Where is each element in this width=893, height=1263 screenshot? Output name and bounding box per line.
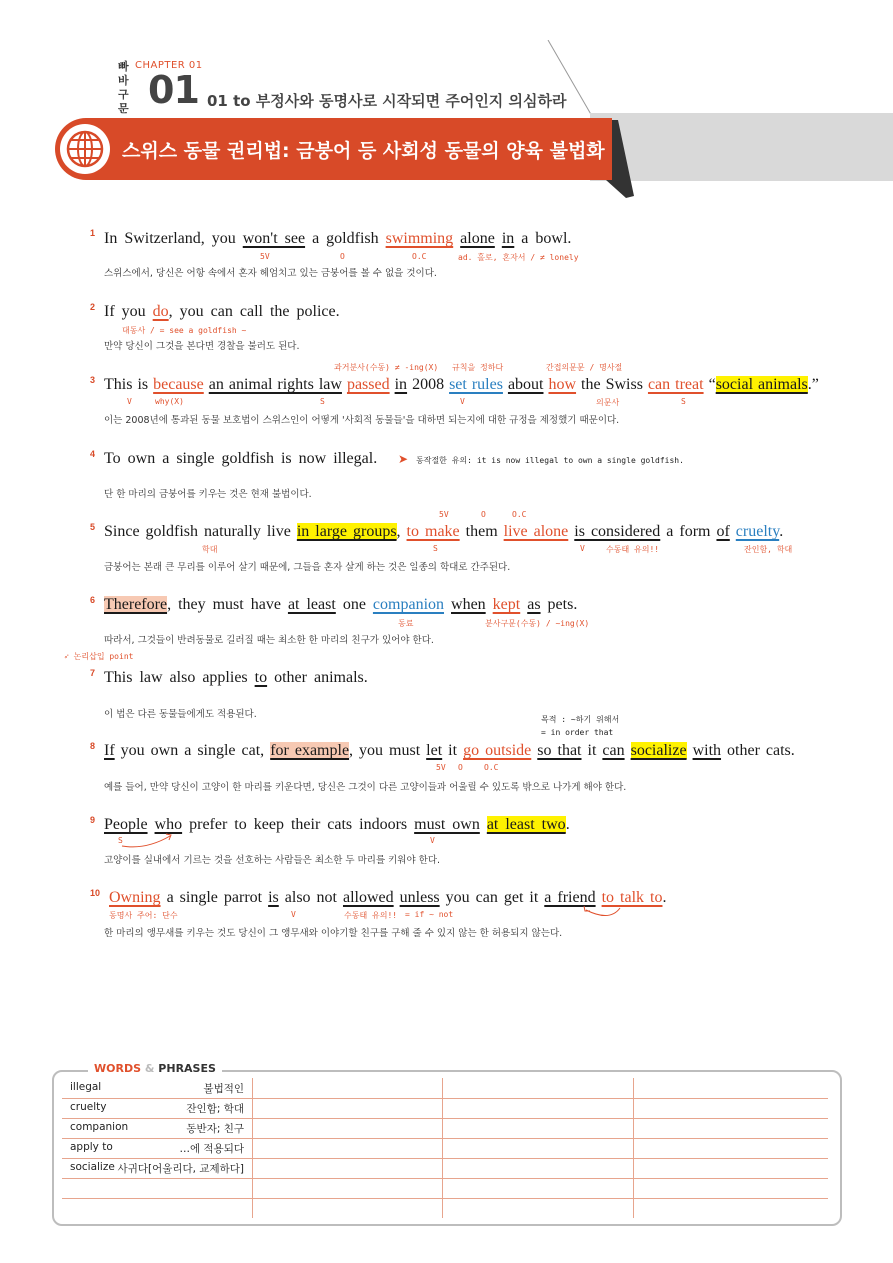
sentence-8 [104,742,795,760]
verb: let [426,742,443,759]
meaning: …에 적용되다 [179,1143,244,1155]
translation: 고양이를 실내에서 기르는 것을 선호하는 사람들은 최소한 두 마리를 키워야 한다. [104,855,441,866]
annotation: O [340,252,345,261]
conjunction: so that [537,742,582,759]
translation: 이는 2008년에 통과된 동물 보호법이 스위스인이 어떻게 '사회적 동물들'을 대하면 되는지에 대한 규정을 제정했기 때문이다. [104,415,620,426]
text: other cats. [721,742,795,759]
text [444,596,451,613]
participle: swimming [385,230,454,247]
words-phrases-title [88,1062,222,1075]
object: social animals [715,376,808,393]
text: “ [703,376,716,393]
preposition: about [507,376,544,393]
reference-arrow [580,904,630,922]
infinitive: to talk to [601,889,663,906]
side-label-char: 빠 [118,60,129,73]
side-label-char: 바 [118,74,129,87]
connector: for example [270,742,350,759]
sentence-number: 6 [90,595,96,605]
annotation: = in order that [541,728,614,737]
verb: set rules [449,376,503,393]
annotation: S [681,397,686,406]
subject: to make [406,523,460,540]
verb: won't see [242,230,306,247]
preposition: of [716,523,730,540]
translation: 만약 당신이 그것을 본다면 경찰을 불러도 된다. [104,341,300,352]
arrow-icon: ➤ [398,452,409,466]
word: cruelty [70,1101,107,1113]
column-divider [442,1078,443,1218]
annotation: 수동태 유의!! [344,911,398,920]
object-complement: live alone [503,523,569,540]
translation: 이 법은 다른 동물들에게도 적용된다. [104,709,257,720]
text: it [581,742,603,759]
word: socialize [70,1161,115,1173]
word-row [62,1138,828,1159]
side-label-char: 문 [118,102,129,115]
annotation: 과거분사(수동) ≠ -ing(X) [334,363,439,372]
conjunction: If [104,742,115,759]
column-divider [252,1078,253,1218]
text: Since goldfish naturally live [104,523,297,540]
annotation: why(X) [155,397,184,406]
phrase: at least [287,596,336,613]
annotation: 동작절한 유의: it is now illegal to own a single goldfish. [416,456,684,465]
title-part: WORDS [94,1062,142,1075]
sentence-7 [104,669,368,687]
text: 2008 [407,376,450,393]
text: .” [807,376,819,393]
annotation: O.C [484,763,499,772]
subject: an animal rights law [208,376,342,393]
annotation: = if ~ not [405,910,454,919]
annotation: O [481,510,486,519]
conjunction: when [451,596,486,613]
text [480,816,487,833]
translation: 예를 들어, 만약 당신이 고양이 한 마리를 키운다면, 당신은 그것이 다른 고양이들과 어울릴 수 있도록 밖으로 나가게 해야 한다. [104,782,627,793]
side-label [118,60,130,116]
conjunction: unless [399,889,440,906]
verb: can treat [647,376,704,393]
word-row [62,1178,828,1199]
wh-word: how [548,376,577,393]
text: you can get it [439,889,545,906]
sentence-3 [104,376,819,394]
sentence-number: 9 [90,815,96,825]
preposition: in [394,376,408,393]
annotation: V [291,910,296,919]
unit-title: 01 to 부정사와 동명사로 시작되면 주어인지 의심하라 [207,92,567,110]
text: This law also applies [104,669,255,686]
title-part: & [144,1062,155,1075]
globe-icon [60,124,110,174]
pro-verb: do [152,303,169,320]
verb: must own [414,816,480,833]
word-row [62,1158,828,1179]
annotation-text: 논리삽입 point [73,652,134,661]
annotation: 5V [260,252,270,261]
text: one [335,596,373,613]
object: at least two [486,816,566,833]
text: a single parrot [160,889,269,906]
annotation: 간접의문문 / 명사절 [546,363,623,372]
annotation: 학대 [202,545,218,554]
text: them [459,523,504,540]
annotation: V [430,836,435,845]
sentence-2 [104,303,340,321]
column-divider [633,1078,634,1218]
text: , [396,523,407,540]
text: If you [104,303,153,320]
preposition: in [501,230,515,247]
text: a bowl. [514,230,572,247]
subject: People [104,816,148,833]
meaning: 잔인함; 학대 [186,1103,244,1115]
preposition: with [692,742,722,759]
title-part: PHRASES [158,1062,216,1075]
sentence-5 [104,523,783,541]
object: a friend [544,889,596,906]
relative-pronoun: who [154,816,183,833]
text: . [662,889,667,906]
annotation: 5V [439,510,449,519]
sentence-4: To own a single goldfish is now illegal. [104,450,378,467]
text: other animals. [267,669,368,686]
banner-title: 스위스 동물 권리법: 금붕어 등 사회성 동물의 양육 불법화 [122,140,605,162]
connector: Therefore [104,596,168,613]
meaning: 사귀다[어울리다, 교제하다] [117,1163,244,1175]
annotation: 동료 [398,619,414,628]
text: . [565,816,570,833]
annotation: 동명사 주어: 단수 [109,911,178,920]
word-row [62,1198,828,1218]
text: the Swiss [576,376,648,393]
sentence-1 [104,230,571,248]
sentence-number: 2 [90,302,96,312]
annotation: S [320,397,325,406]
annotation: V [127,397,132,406]
noun: companion [372,596,445,613]
sentence-number: 3 [90,375,96,385]
participle: passed [346,376,390,393]
annotation: 규칙을 정하다 [452,363,504,372]
verb: socialize [630,742,687,759]
annotation: O.C [512,510,527,519]
adverb: alone [460,230,495,247]
text [495,230,502,247]
word: companion [70,1121,129,1133]
text: pets. [540,596,578,613]
word-row [62,1118,828,1139]
sentence-6 [104,596,577,614]
verb: is [268,889,279,906]
text: In Switzerland, you [104,230,243,247]
text: . [779,523,784,540]
annotation: O.C [412,252,427,261]
annotation: 5V [436,763,446,772]
annotation: ad. 홀로, 혼자서 / ≠ lonely [458,253,579,262]
text: , you can call the police. [168,303,340,320]
annotation: 분사구문(수동) / ~ing(X) [485,619,590,628]
chapter-label: CHAPTER 01 [135,60,203,71]
text [625,742,631,759]
annotation: 수동태 유의!! [606,545,660,554]
modal: can [602,742,625,759]
annotation: 의문사 [596,398,620,407]
annotation: S [433,544,438,553]
conjunction: because [153,376,204,393]
side-label-char: 구 [118,88,129,101]
sentence-number: 8 [90,741,96,751]
annotation: V [460,397,465,406]
participle: allowed [342,889,394,906]
annotation: 목적 : ~하기 위해서 [541,715,620,724]
word: apply to [70,1141,113,1153]
sentence-number: 7 [90,668,96,678]
word-row [62,1078,828,1099]
preposition: to [254,669,268,686]
text: also not [278,889,343,906]
annotation: 대동사 / = see a goldfish ~ [122,326,247,335]
word-row [62,1098,828,1119]
text [486,596,493,613]
translation: 단 한 마리의 금붕어를 키우는 것은 현재 불법이다. [104,489,312,500]
translation: 금붕어는 본래 큰 무리를 이루어 살기 때문에, 그들을 혼자 살게 하는 것은 일종의 학대로 간주된다. [104,562,511,573]
arrow-icon: ➶ [64,652,74,661]
phrase: in large groups [296,523,397,540]
annotation: O [458,763,463,772]
unit-number: 01 [148,68,199,112]
text: , you must [349,742,427,759]
translation: 따라서, 그것들이 반려동물로 길러질 때는 최소한 한 마리의 친구가 있어야 한다. [104,635,434,646]
annotation: 잔인함, 학대 [744,545,793,554]
text: , they must have [167,596,288,613]
verb: is considered [574,523,661,540]
annotation [64,651,133,662]
text: you own a single cat, [114,742,271,759]
gerund: Owning [109,889,161,906]
participle: kept [492,596,521,613]
translation: 스위스에서, 당신은 어항 속에서 혼자 헤엄치고 있는 금붕어를 볼 수 없을 것이다. [104,268,437,279]
sentence-number: 1 [90,228,96,238]
annotation: V [580,544,585,553]
sentence-number: 10 [90,888,101,898]
sentence-number: 5 [90,522,96,532]
meaning: 동반자; 친구 [186,1123,244,1135]
text: a form [660,523,717,540]
text [148,816,155,833]
text: a goldfish [305,230,386,247]
noun: cruelty [735,523,780,540]
object-complement: go outside [463,742,532,759]
meaning: 불법적인 [203,1083,244,1095]
text: This is [104,376,154,393]
text: prefer to keep their cats indoors [182,816,415,833]
annotation: S [118,836,123,845]
translation: 한 마리의 앵무새를 키우는 것도 당신이 그 앵무새와 이야기할 친구를 구해 줄 수 있지 않는 한 허용되지 않는다. [104,928,563,939]
preposition: as [527,596,541,613]
text: it [442,742,464,759]
word: illegal [70,1081,102,1093]
sentence-number: 4 [90,449,96,459]
reference-arrow [118,832,178,850]
